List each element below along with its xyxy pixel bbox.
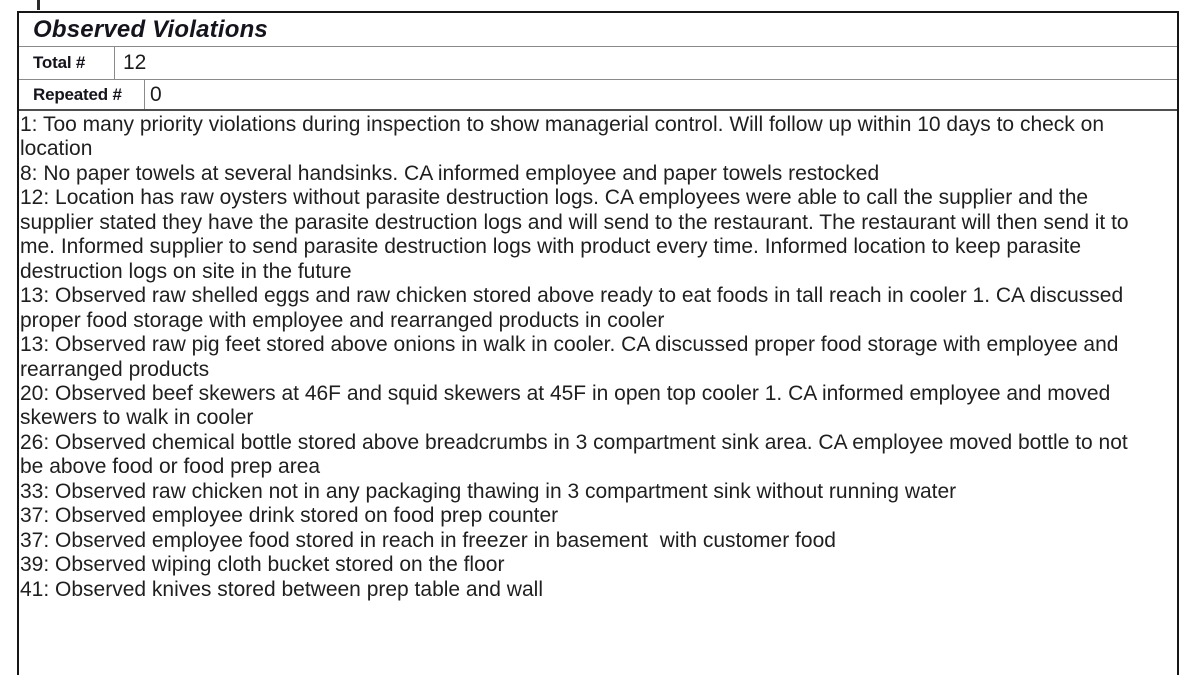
violation-item: 39: Observed wiping cloth bucket stored on the floor bbox=[20, 553, 505, 577]
total-field-label: Total # bbox=[33, 53, 86, 72]
violation-item: 37: Observed employee drink stored on food prep counter bbox=[20, 504, 559, 528]
crop-artifact-line bbox=[37, 0, 40, 10]
violation-item: 13: Observed raw pig feet stored above onions in walk in cooler. CA discussed proper food storage with employee and rearranged products bbox=[20, 333, 1125, 381]
panel-title: Observed Violations bbox=[33, 15, 268, 43]
panel-header-row bbox=[19, 13, 1177, 47]
violation-item: 37: Observed employee food stored in reach in freezer in basement with customer food bbox=[20, 528, 836, 552]
repeated-field-row bbox=[19, 80, 1177, 111]
violations-text-area bbox=[19, 111, 1177, 602]
observed-violations-panel bbox=[17, 11, 1179, 675]
total-field-row bbox=[19, 47, 1177, 80]
violation-item: 33: Observed raw chicken not in any packaging thawing in 3 compartment sink without running water bbox=[20, 479, 957, 503]
violation-item: 20: Observed beef skewers at 46F and squid skewers at 45F in open top cooler 1. CA informed employee and moved skewers to walk in cooler bbox=[20, 381, 1117, 430]
violation-item: 8: No paper towels at several handsinks. CA informed employee and paper towels restocked bbox=[20, 161, 880, 185]
violation-item: 13: Observed raw shelled eggs and raw chicken stored above ready to eat foods in tall reach in cooler 1. CA discussed proper food storage with employee and rearranged products in cooler bbox=[20, 284, 1129, 332]
violation-item: 1: Too many priority violations during inspection to show managerial control. Will follow up within 10 days to check on location bbox=[20, 113, 1110, 161]
total-field-value: 12 bbox=[123, 51, 147, 74]
repeated-field-value: 0 bbox=[150, 82, 162, 106]
violation-item: 26: Observed chemical bottle stored above breadcrumbs in 3 compartment sink area. CA employee moved bottle to not be above food or food prep area bbox=[20, 430, 1134, 479]
violation-item: 12: Location has raw oysters without parasite destruction logs. CA employees were able to call the supplier and the supplier stated they have the parasite destruction logs and will send to the restaurant. The restaurant will then send it to me. Informed supplier to send parasite destruction logs with product every time. Informed location to keep parasite destruction logs on site in the future bbox=[20, 186, 1135, 283]
total-label-cell bbox=[19, 47, 115, 79]
repeated-field-label: Repeated # bbox=[33, 84, 122, 104]
repeated-label-cell bbox=[19, 80, 145, 109]
violation-item: 41: Observed knives stored between prep table and wall bbox=[20, 577, 543, 601]
